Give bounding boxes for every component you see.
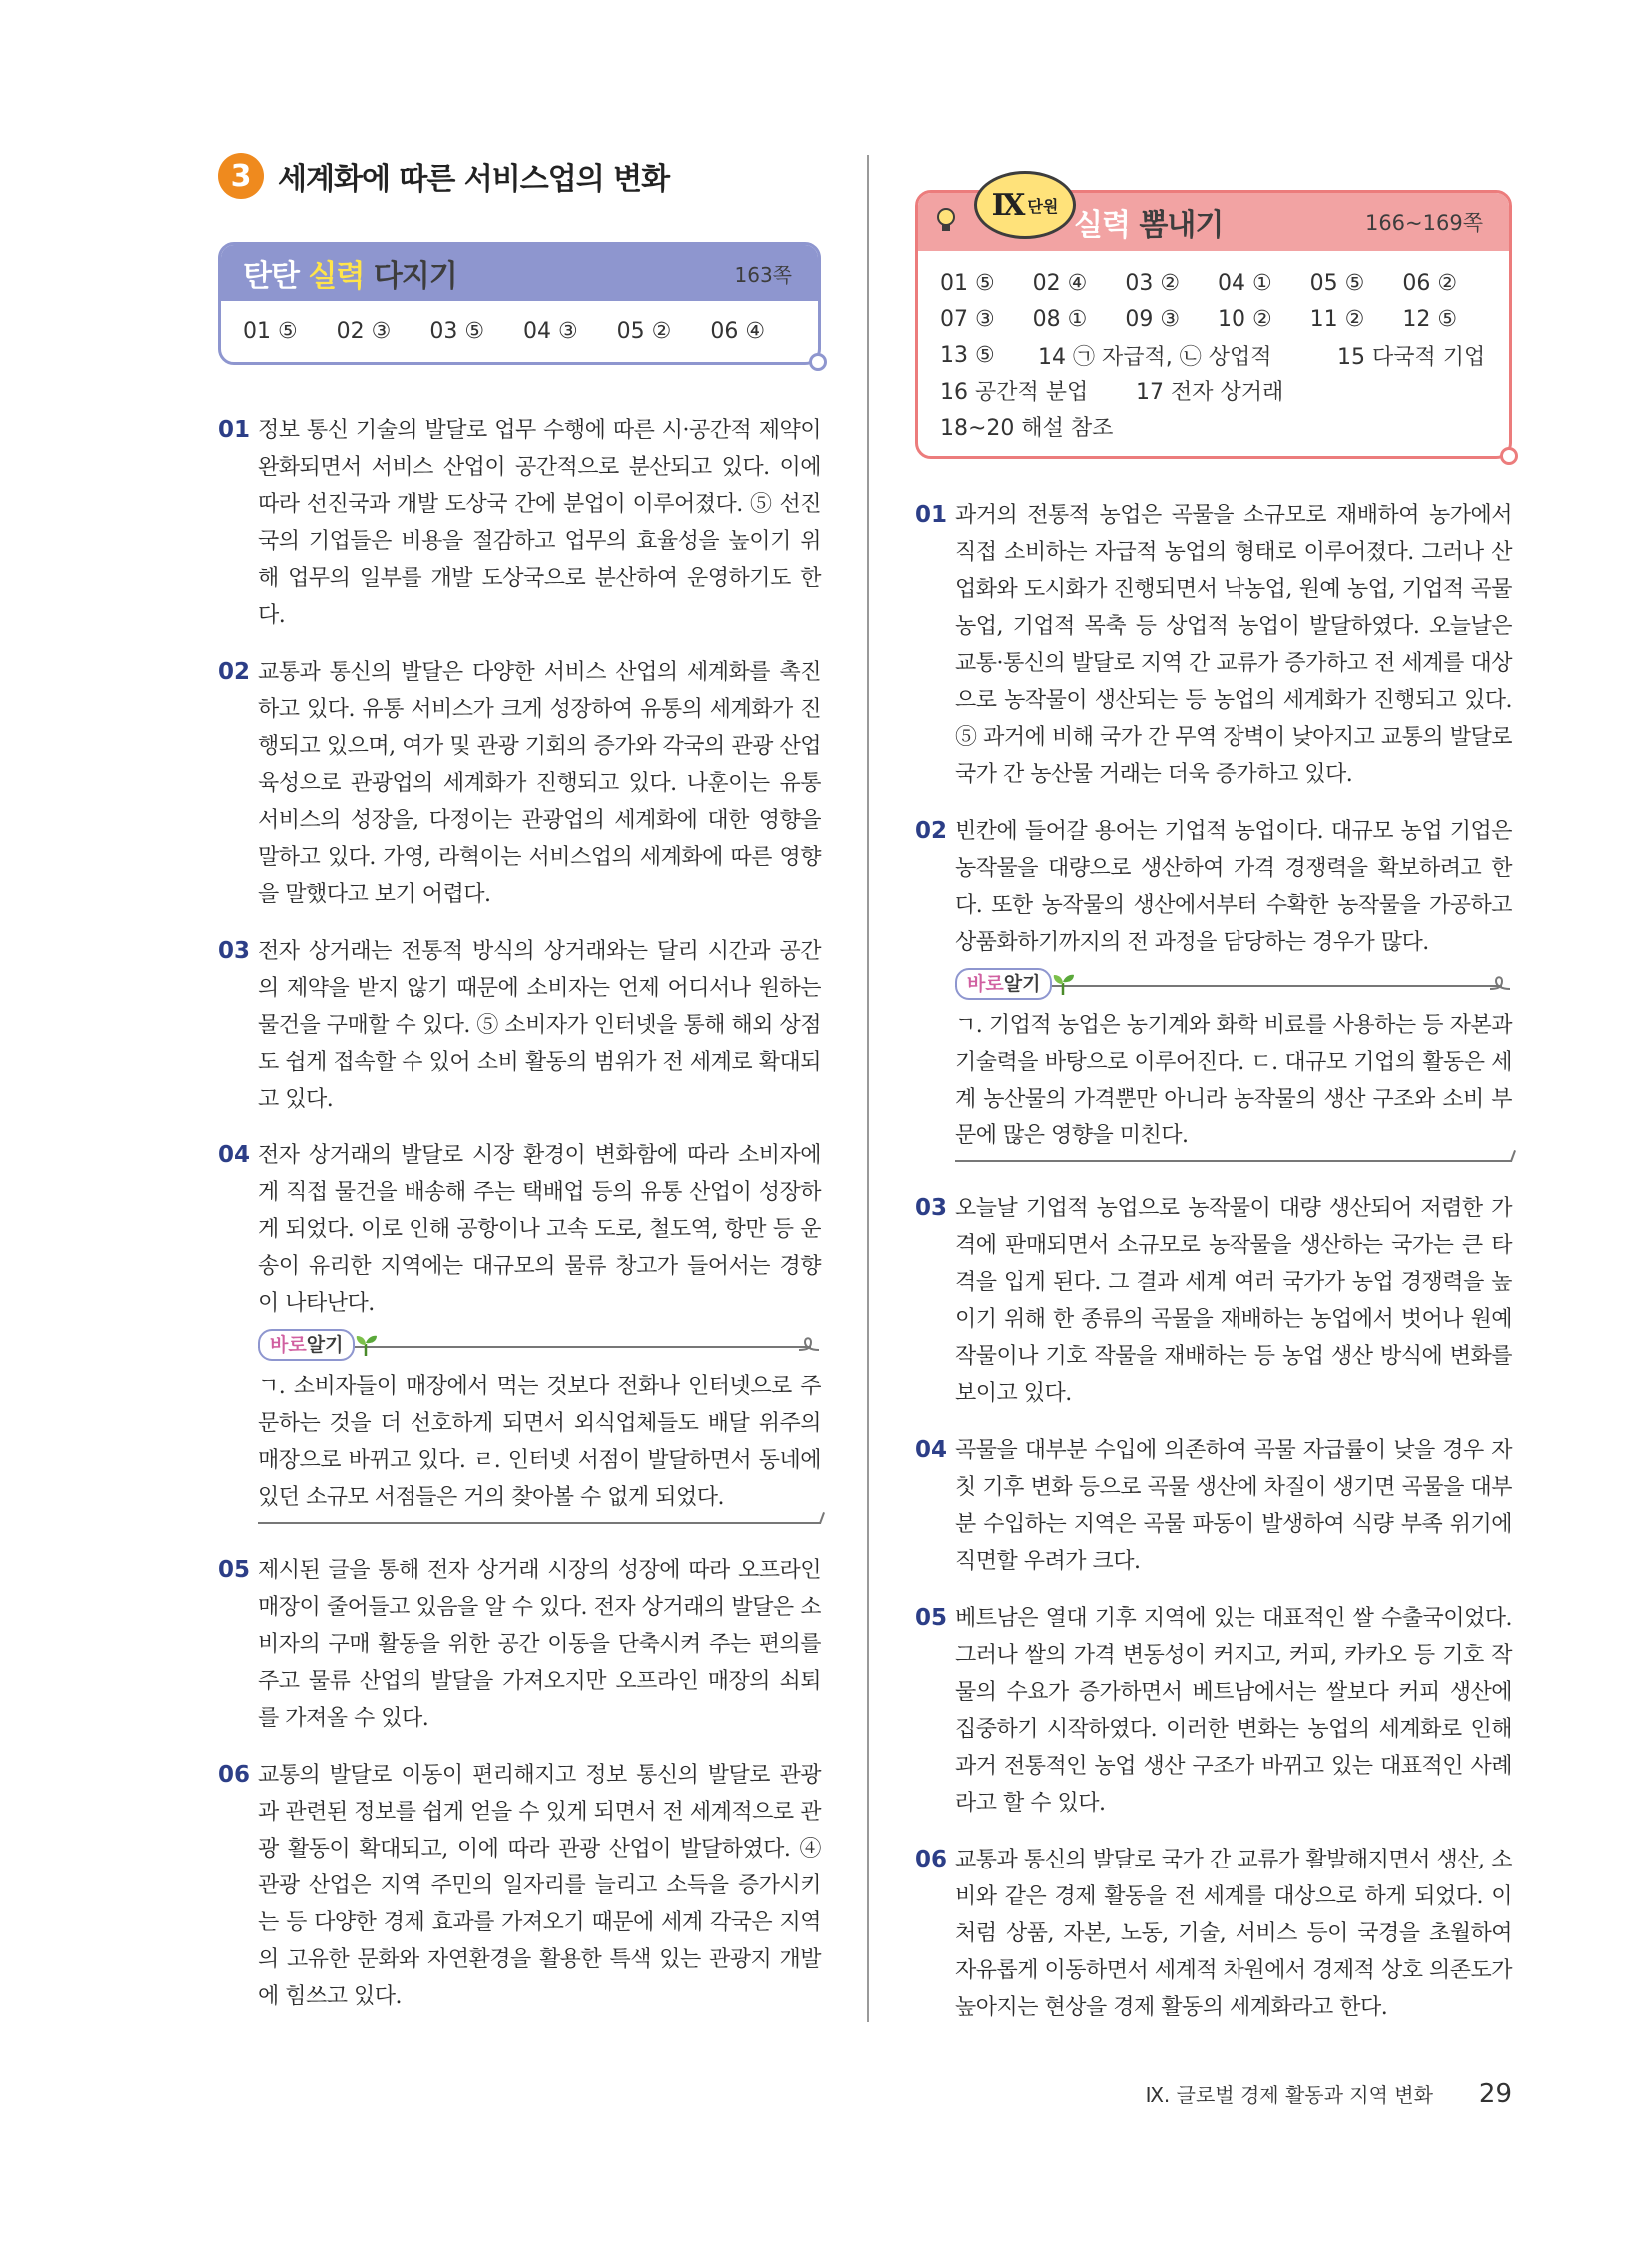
tag-part-a: 바로	[967, 973, 1004, 995]
answer-item: 10 ②	[1217, 306, 1272, 332]
right-column	[915, 150, 1512, 2046]
baro-algi-note	[955, 967, 1512, 1162]
answer-box-advanced	[915, 187, 1512, 459]
unit-number: Ⅸ	[991, 187, 1026, 223]
curl-ornament-icon	[1488, 971, 1512, 995]
item-text: 전자 상거래는 전통적 방식의 상거래와는 달리 시간과 공간의 제약을 받지 않기 때문에 소비자는 언제 어디서나 원하는 물건을 구매할 수 있다. ⑤ 소비자가 인터넷을 통해 해외 상점도 쉽게 접속할 수 있어 소비 활동의 범위가 전 세계로 확대되고 있다.	[258, 939, 821, 1112]
answer-item: 07 ③	[940, 306, 995, 332]
divider-line	[258, 1522, 821, 1524]
explanation-item	[915, 1432, 1512, 1580]
page-footer	[1146, 2079, 1512, 2109]
item-text: 곡물을 대부분 수입에 의존하여 곡물 자급률이 낮을 경우 자칫 기후 변화 등으로 곡물 생산에 차질이 생기면 곡물을 대부분 수입하는 지역은 곡물 파동이 발생하여 식량 부족 위기에 직면할 우려가 크다.	[955, 1438, 1512, 1574]
answer-grid	[918, 251, 1509, 456]
baro-algi-text: ㄱ. 소비자들이 매장에서 먹는 것보다 전화나 인터넷으로 주문하는 것을 더 선호하게 되면서 외식업체들도 배달 위주의 매장으로 바뀌고 있다. ㄹ. 인터넷 서점이 발달하면서 동네에 있던 소규모 서점들은 거의 찾아볼 수 없게 되었다.	[258, 1374, 821, 1510]
curl-ornament-icon	[797, 1332, 821, 1356]
item-text: 오늘날 기업적 농업으로 농작물이 대량 생산되어 저렴한 가격에 판매되면서 소규모로 농작물을 생산하는 국가는 큰 타격을 입게 된다. 그 결과 세계 여러 국가가 농업 경쟁력을 높이기 위해 한 종류의 곡물을 재배하는 농업에서 벗어나 원예 작물이나 기호 작물을 재배하는 등 농업 생산 방식에 변화를 보이고 있다.	[955, 1196, 1512, 1406]
answer-item: 01 ⑤	[940, 270, 995, 296]
baro-algi-tag	[955, 968, 1052, 1000]
item-text: 빈칸에 들어갈 용어는 기업적 농업이다. 대규모 농업 기업은 농작물을 대량으로 생산하여 가격 경쟁력을 확보하려고 한다. 또한 농작물의 생산에서부터 수확한 농작물을 가공하고 상품화하기까지의 전 과정을 담당하는 경우가 많다.	[955, 819, 1512, 955]
unit-badge	[974, 171, 1076, 239]
explanation-item	[218, 933, 821, 1118]
lightbulb-icon	[934, 207, 958, 235]
item-number: 02	[915, 818, 948, 844]
explanation-item	[915, 1842, 1512, 2026]
answer-item: 05 ②	[616, 319, 672, 344]
right-explanations	[915, 497, 1512, 2026]
explanation-item	[915, 1600, 1512, 1822]
explanation-item	[915, 813, 1512, 961]
baro-algi-tag	[258, 1329, 355, 1361]
answer-item: 17 전자 상거래	[1136, 379, 1284, 405]
answer-item: 13 ⑤	[940, 342, 995, 368]
explanation-item	[218, 1137, 821, 1322]
unit-label: 단원	[1027, 196, 1059, 216]
answer-item: 15 다국적 기업	[1337, 344, 1486, 370]
item-text: 과거의 전통적 농업은 곡물을 소규모로 재배하여 농가에서 직접 소비하는 자급적 농업의 형태로 이루어졌다. 그러나 산업화와 도시화가 진행되면서 낙농업, 원예 농업, 기업적 곡물 농업, 기업적 목축 등 상업적 농업이 발달하였다. 오늘날은 교통·통신의 발달로 지역 간 교류가 증가하고 전 세계를 대상으로 농작물이 생산되는 등 농업의 세계화가 진행되고 있다. ⑤ 과거에 비해 국가 간 무역 장벽이 낮아지고 교통의 발달로 국가 간 농산물 거래는 더욱 증가하고 있다.	[955, 503, 1512, 787]
answer-item: 02 ③	[336, 319, 392, 344]
item-text: 제시된 글을 통해 전자 상거래 시장의 성장에 따라 오프라인 매장이 줄어들고 있음을 알 수 있다. 전자 상거래의 발달은 소비자의 구매 활동을 위한 공간 이동을 단축시켜 주는 편의를 주고 물류 산업의 발달을 가져오지만 오프라인 매장의 쇠퇴를 가져올 수 있다.	[258, 1558, 821, 1731]
item-number: 02	[218, 659, 251, 685]
tag-part-b: 알기	[306, 1334, 344, 1356]
item-number: 03	[915, 1195, 948, 1221]
baro-algi-text: ㄱ. 기업적 농업은 농기계와 화학 비료를 사용하는 등 자본과 기술력을 바탕으로 이루어진다. ㄷ. 대규모 기업의 활동은 세계 농산물의 가격뿐만 아니라 농작물의 생산 구조와 소비 부문에 많은 영향을 미친다.	[955, 1013, 1512, 1148]
left-explanations	[218, 412, 821, 2015]
answer-box-title	[1074, 200, 1223, 244]
page-number: 29	[1478, 2079, 1512, 2109]
answer-item: 02 ④	[1032, 270, 1088, 296]
answer-item: 05 ⑤	[1309, 270, 1365, 296]
item-text: 교통과 통신의 발달로 국가 간 교류가 활발해지면서 생산, 소비와 같은 경제 활동을 전 세계를 대상으로 하게 되었다. 이처럼 상품, 자본, 노동, 기술, 서비스 등이 국경을 초월하여 자유롭게 이동하면서 세계적 차원에서 경제적 상호 의존도가 높아지는 현상을 경제 활동의 세계화라고 한다.	[955, 1848, 1512, 2020]
item-number: 03	[218, 938, 251, 964]
explanation-item	[218, 654, 821, 913]
answer-row	[940, 373, 1495, 408]
explanation-item	[218, 1757, 821, 2015]
item-text: 베트남은 열대 기후 지역에 있는 대표적인 쌀 수출국이었다. 그러나 쌀의 가격 변동성이 커지고, 커피, 카카오 등 기호 작물의 수요가 증가하면서 베트남에서는 쌀보다 커피 생산에 집중하기 시작하였다. 이러한 변화는 농업의 세계화로 인해 과거 전통적인 농업 생산 구조가 바뀌고 있는 대표적인 사례라고 할 수 있다.	[955, 1606, 1512, 1816]
title-part-a: 실력	[1074, 208, 1130, 243]
item-text: 전자 상거래의 발달로 시장 환경이 변화함에 따라 소비자에게 직접 물건을 배송해 주는 택배업 등의 유통 산업이 성장하게 되었다. 이로 인해 공항이나 고속 도로, 철도역, 항만 등 운송이 유리한 지역에는 대규모의 물류 창고가 들어서는 경향이 나타난다.	[258, 1143, 821, 1316]
item-number: 01	[915, 502, 948, 528]
item-number: 06	[218, 1762, 251, 1788]
sprout-icon	[1050, 971, 1076, 997]
answer-box-page: 166~169쪽	[1364, 211, 1483, 235]
item-number: 04	[915, 1437, 948, 1463]
answer-item: 04 ①	[1217, 270, 1272, 296]
answer-item: 03 ②	[1125, 270, 1181, 296]
divider-line	[955, 1160, 1512, 1162]
item-number: 04	[218, 1142, 251, 1168]
answer-item: 18~20 해설 참조	[940, 415, 1114, 441]
column-divider	[867, 155, 869, 2022]
answer-item: 16 공간적 분업	[940, 379, 1089, 405]
answer-item: 09 ③	[1125, 306, 1181, 332]
sprout-icon	[353, 1332, 379, 1358]
answer-item: 06 ④	[710, 319, 766, 344]
answer-item: 04 ③	[522, 319, 578, 344]
answer-item: 03 ⑤	[429, 319, 485, 344]
item-text: 교통과 통신의 발달은 다양한 서비스 산업의 세계화를 촉진하고 있다. 유통 서비스가 크게 성장하여 유통의 세계화가 진행되고 있으며, 여가 및 관광 기회의 증가와 각국의 관광 산업 육성으로 관광업의 세계화가 진행되고 있다. 나훈이는 유통 서비스의 성장을, 다정이는 관광업의 세계화에 대한 영향을 말하고 있다. 가영, 라혁이는 서비스업의 세계화에 따른 영향을 말했다고 보기 어렵다.	[258, 660, 821, 907]
answer-item: 01 ⑤	[243, 319, 298, 344]
footer-chapter: Ⅸ. 글로벌 경제 활동과 지역 변화	[1145, 2083, 1433, 2107]
answer-row	[940, 408, 1495, 444]
tag-part-a: 바로	[270, 1334, 307, 1356]
answer-box-header	[221, 245, 818, 301]
answer-row	[940, 265, 1495, 301]
tag-part-b: 알기	[1003, 973, 1041, 995]
item-text: 교통의 발달로 이동이 편리해지고 정보 통신의 발달로 관광과 관련된 정보를 쉽게 얻을 수 있게 되면서 전 세계적으로 관광 활동이 확대되고, 이에 따라 관광 산업이 발달하였다. ④ 관광 산업은 지역 주민의 일자리를 늘리고 소득을 증가시키는 등 다양한 경제 효과를 가져오기 때문에 세계 각국은 지역의 고유한 문화와 자연환경을 활용한 특색 있는 관광지 개발에 힘쓰고 있다.	[258, 1763, 821, 2009]
answer-row	[940, 301, 1495, 337]
explanation-item	[915, 1190, 1512, 1412]
explanation-item	[218, 412, 821, 634]
item-number: 05	[218, 1557, 251, 1583]
answer-box-basic	[218, 242, 821, 365]
explanation-item	[218, 1552, 821, 1737]
answer-box-title	[243, 251, 457, 295]
answer-row	[940, 337, 1495, 373]
title-part-c: 다지기	[364, 259, 457, 294]
answer-box-page: 163쪽	[734, 262, 792, 287]
title-part-b: 실력	[308, 259, 365, 294]
title-part-b: 뽐내기	[1129, 208, 1224, 243]
answer-grid	[221, 301, 818, 362]
item-text: 정보 통신 기술의 발달로 업무 수행에 따른 시·공간적 제약이 완화되면서 서비스 산업이 공간적으로 분산되고 있다. 이에 따라 선진국과 개발 도상국 간에 분업이 이루어졌다. ⑤ 선진국의 기업들은 비용을 절감하고 업무의 효율성을 높이기 위해 업무의 일부를 개발 도상국으로 분산하여 운영하기도 한다.	[258, 418, 821, 628]
answer-item: 08 ①	[1032, 306, 1088, 332]
item-number: 01	[218, 417, 251, 443]
box-corner-dot	[809, 353, 827, 371]
baro-algi-header	[955, 967, 1512, 1001]
box-corner-dot	[1500, 447, 1518, 465]
section-title: 세계화에 따른 서비스업의 변화	[278, 162, 670, 197]
baro-algi-header	[258, 1328, 821, 1362]
item-number: 06	[915, 1847, 948, 1872]
answer-item: 11 ②	[1309, 306, 1365, 332]
answer-item: 14 ㉠ 자급적, ㉡ 상업적	[1038, 344, 1272, 370]
section-number: 3	[218, 153, 264, 199]
explanation-item	[915, 497, 1512, 793]
title-part-a: 탄탄	[243, 259, 309, 294]
left-column	[218, 150, 821, 2035]
section-heading	[218, 150, 821, 202]
baro-algi-note	[258, 1328, 821, 1524]
answer-item: 06 ②	[1402, 270, 1458, 296]
answer-box-header	[918, 187, 1509, 251]
answer-item: 12 ⑤	[1402, 306, 1458, 332]
item-number: 05	[915, 1605, 948, 1631]
